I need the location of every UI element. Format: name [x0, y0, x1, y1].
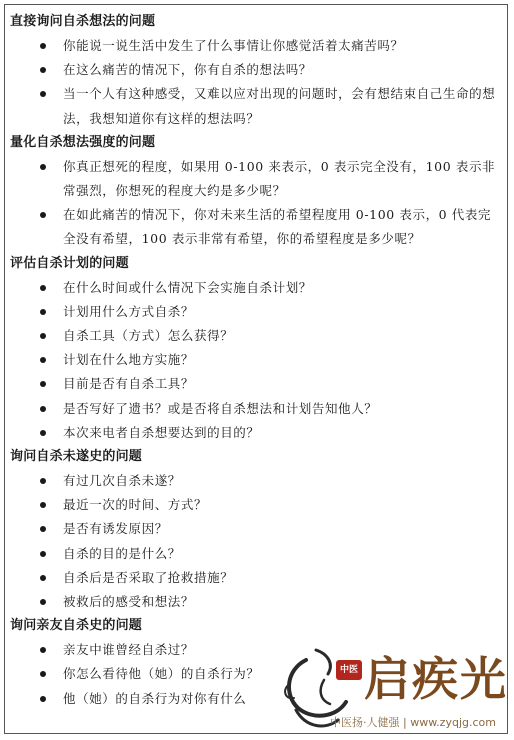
question-list: [10, 469, 504, 614]
section-title: 询问亲友自杀史的问题: [10, 618, 143, 634]
question-list: [10, 276, 504, 445]
question-item: 计划用什么方式自杀？: [10, 300, 504, 324]
question-item: 目前是否有自杀工具？: [10, 372, 504, 396]
section-title: 量化自杀想法强度的问题: [10, 134, 156, 150]
question-list: [10, 155, 504, 252]
question-item: 被救后的感受和想法？: [10, 590, 504, 614]
question-item: 是否有诱发原因？: [10, 517, 504, 541]
question-item: 你真正想死的程度，如果用 0-100 来表示，0 表示完全没有，100 表示非常强烈，你想死的程度大约是多少呢？: [10, 155, 504, 203]
question-item: 自杀工具（方式）怎么获得？: [10, 324, 504, 348]
question-item: 在这么痛苦的情况下，你有自杀的想法吗？: [10, 58, 504, 82]
watermark: [276, 640, 512, 736]
question-item: 他（她）的自杀行为对你有什么: [10, 687, 504, 711]
question-item: 在什么时间或什么情况下会实施自杀计划？: [10, 276, 504, 300]
question-item: 是否写好了遗书？或是否将自杀想法和计划告知他人？: [10, 397, 504, 421]
watermark-footer: 中医扬·人健强 | www.zyqjg.com: [330, 716, 496, 729]
section-title: 直接询问自杀想法的问题: [10, 14, 156, 29]
question-item: 自杀后是否采取了抢救措施？: [10, 566, 504, 590]
question-item: 自杀的目的是什么？: [10, 542, 504, 566]
watermark-name: 启疾光: [364, 652, 508, 706]
seal-badge: 中医: [336, 660, 362, 680]
question-list: [10, 34, 504, 131]
question-item: 计划在什么地方实施？: [10, 348, 504, 372]
section-title: 询问自杀未遂史的问题: [10, 449, 143, 465]
question-item: 在如此痛苦的情况下，你对未来生活的希望程度用 0-100 表示，0 代表完全没有希望，100 表示非常有希望，你的希望程度是多少呢？: [10, 203, 504, 251]
section-title: 评估自杀计划的问题: [10, 255, 129, 271]
question-item: 最近一次的时间、方式？: [10, 493, 504, 517]
question-item: 当一个人有这种感受，又难以应对出现的问题时，会有想结束自己生命的想法，我想知道你有这样的想法吗？: [10, 82, 504, 130]
question-item: 你怎么看待他（她）的自杀行为？: [10, 662, 504, 686]
question-item: 本次来电者自杀想要达到的目的？: [10, 421, 504, 445]
document-content: [10, 10, 504, 711]
question-item: 有过几次自杀未遂？: [10, 469, 504, 493]
question-item: 你能说一说生活中发生了什么事情让你感觉活着太痛苦吗？: [10, 34, 504, 58]
question-item: 亲友中谁曾经自杀过？: [10, 638, 504, 662]
